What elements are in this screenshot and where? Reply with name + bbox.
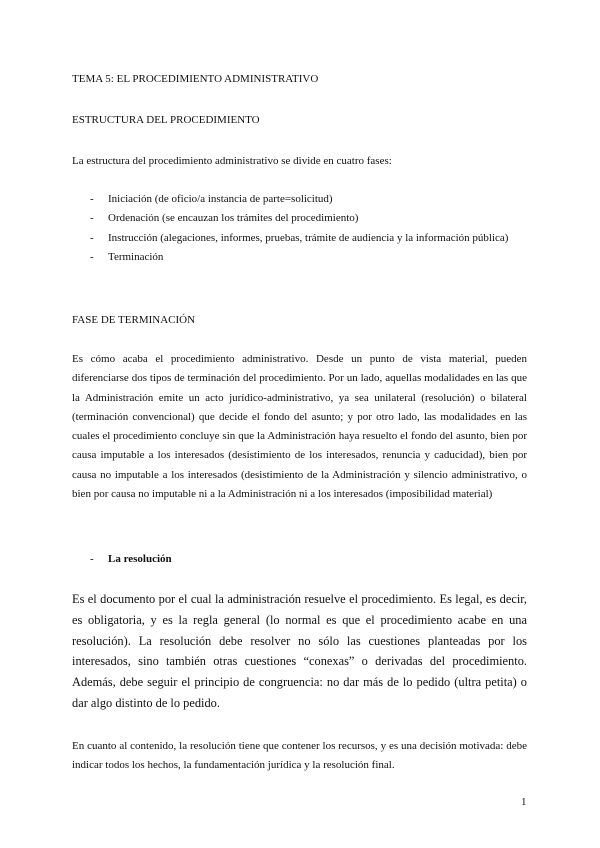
termination-paragraph: Es cómo acaba el procedimiento administrativo. Desde un punto de vista material, pueden diferenciarse dos tipos de terminación del procedimiento. Por un lado, aquellas modalidades en las que la Administración emite un acto jurídico-administrativo, ya sea unilateral (resolución) o bilateral (terminación convencional) que decide el fondo del asunto; y por otro lado, las modalidades en las cuales el procedimiento concluye sin que la Administración haya resuelto el fondo del asunto, bien por causa imputable a los interesados (desistimiento de los interesados, renuncia y caducidad), bien por causa no imputable a los interesados (desistimiento de la Administración y silencio administrativo, o bien por causa no imputable ni a la Administración ni a los interesados (imposibilidad material) (72, 353, 527, 501)
section-heading-structure: ESTRUCTURA DEL PROCEDIMIENTO (72, 114, 260, 126)
section-heading-termination: FASE DE TERMINACIÓN (72, 314, 196, 326)
list-item: - Iniciación (de oficio/a instancia de parte=solicitud) (90, 193, 333, 205)
page-number: 1 (521, 796, 527, 808)
resolution-paragraph: Es el documento por el cual la administración resuelve el procedimiento. Es legal, es decir, es obligatoria, y es la regla general (lo normal es que el procedimiento acabe en una resolución). La resolución debe resolver no sólo las cuestiones planteadas por los interesados, sino también otras cuestiones “conexas” o derivadas del procedimiento. Además, debe seguir el principio de congruencia: no dar más de lo pedido (ultra petita) o dar algo distinto de lo pedido. (72, 592, 527, 710)
phases-list (90, 190, 527, 267)
list-item: - Terminación (90, 250, 164, 263)
content-paragraph: En cuanto al contenido, la resolución tiene que contener los recursos, y es una decisión motivada: debe indicar todos los hechos, la fundamentación jurídica y la resolución final. (72, 740, 527, 772)
subheading-resolution: - La resolución (90, 553, 172, 565)
document-title: TEMA 5: EL PROCEDIMIENTO ADMINISTRATIVO (72, 73, 319, 85)
list-item: - Instrucción (alegaciones, informes, pruebas, trámite de audiencia y la información pública) (90, 231, 509, 244)
intro-text: La estructura del procedimiento administrativo se divide en cuatro fases: (72, 155, 392, 167)
list-item: - Ordenación (se encauzan los trámites del procedimiento) (90, 212, 359, 225)
